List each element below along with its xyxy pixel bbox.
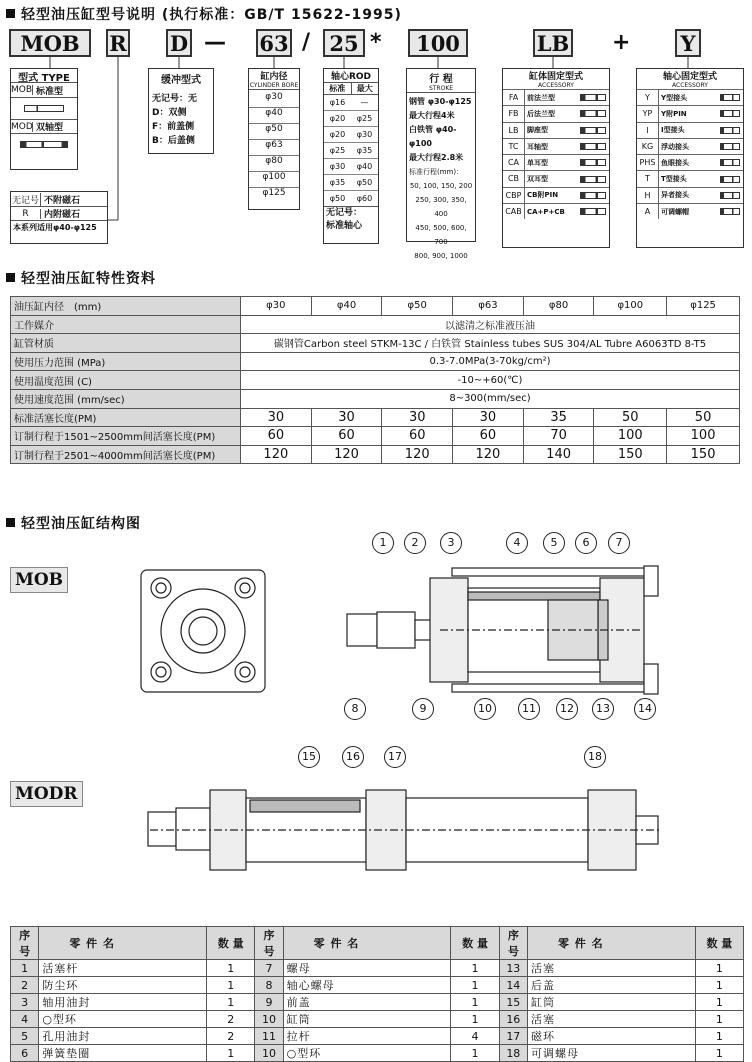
h-no: 序号 — [255, 927, 283, 960]
part-name: ○型环 — [39, 1011, 207, 1028]
body-acc-key: LB — [503, 123, 525, 138]
cushion-item: F：前盖侧 — [152, 122, 195, 132]
spec-label: 使用温度范围 (C) — [11, 371, 241, 390]
bore-value: φ125 — [262, 188, 286, 198]
stroke-title: 行 程 — [409, 70, 473, 85]
rod-acc-key: KG — [637, 139, 659, 154]
callout: 4 — [506, 532, 528, 554]
spec-bore: φ80 — [523, 297, 594, 316]
part-name: 活塞 — [527, 1011, 695, 1028]
part-no: 14 — [499, 977, 527, 994]
rod-h-max: 最大 — [356, 84, 373, 93]
part-no: 16 — [499, 1011, 527, 1028]
modr-structure-drawing — [0, 770, 752, 900]
bore-value: φ63 — [249, 140, 299, 156]
cushion-item: D：双侧 — [152, 108, 187, 118]
spec-bore: φ40 — [311, 297, 382, 316]
part-no: 18 — [499, 1045, 527, 1062]
part-name: 活塞 — [527, 960, 695, 977]
body-acc-key: CAB — [503, 204, 525, 219]
rod-acc-key: H — [637, 188, 659, 203]
part-qty: 1 — [451, 977, 499, 994]
rod-acc-key: T — [637, 171, 659, 186]
rod-acc-value: 浮动接头 — [661, 142, 689, 151]
part-name: 弹簧垫圈 — [39, 1045, 207, 1062]
part-no: 1 — [11, 960, 39, 977]
rod-std: φ30 — [329, 162, 346, 171]
spec-num: 30 — [453, 408, 524, 427]
joint-icon — [720, 143, 740, 150]
part-qty: 1 — [451, 1045, 499, 1062]
body-acc-key: CB — [503, 171, 525, 186]
spec-num: 50 — [667, 408, 740, 427]
spec-row-pm — [11, 445, 740, 464]
body-acc-key: TC — [503, 139, 525, 154]
part-qty: 1 — [695, 977, 743, 994]
spec-label: 工作媒介 — [11, 315, 241, 334]
cushion-title: 缓冲型式 — [152, 71, 210, 86]
rod-std: φ20 — [329, 114, 346, 123]
spec-row — [11, 352, 740, 371]
callout: 8 — [344, 698, 366, 720]
spec-label: 标准活塞长度(PM) — [11, 408, 241, 427]
joint-icon — [720, 159, 740, 166]
bore-value: φ30 — [249, 92, 299, 108]
callout: 18 — [584, 746, 606, 768]
callout: 1 — [372, 532, 394, 554]
rod-max: φ25 — [356, 114, 373, 123]
part-no: 7 — [255, 960, 283, 977]
rod-max: φ50 — [356, 178, 373, 187]
part-name: 可调螺母 — [527, 1045, 695, 1062]
magnet-key: R — [11, 209, 41, 219]
magnet-key: 无记号 — [11, 193, 41, 206]
mount-icon — [580, 110, 606, 117]
callout: 11 — [518, 698, 540, 720]
rod-acc-title: 轴心固定型式 — [637, 69, 743, 82]
part-qty: 1 — [695, 1011, 743, 1028]
rod-std: φ35 — [329, 178, 346, 187]
cushion-item: B：后盖侧 — [152, 136, 195, 146]
mount-icon — [580, 192, 606, 199]
h-name: 零 件 名 — [39, 927, 207, 960]
body-acc-value: 单耳型 — [527, 158, 548, 167]
table-row — [11, 977, 744, 994]
spec-num: 60 — [453, 427, 524, 446]
spec-num: 35 — [523, 408, 594, 427]
spec-value: -10~+60(℃) — [241, 371, 740, 390]
part-no: 3 — [11, 994, 39, 1011]
spec-num: 30 — [311, 408, 382, 427]
part-name: 缸筒 — [283, 1011, 451, 1028]
callout: 6 — [575, 532, 597, 554]
bore-box — [248, 68, 300, 210]
part-qty: 4 — [451, 1028, 499, 1045]
part-name: 磁环 — [527, 1028, 695, 1045]
body-acc-title: 缸体固定型式 — [503, 69, 609, 82]
body-acc-key: CBP — [503, 188, 525, 203]
spec-label: 使用压力范围 (MPa) — [11, 352, 241, 371]
spec-row-pm — [11, 427, 740, 446]
callout: 12 — [556, 698, 578, 720]
rod-std: φ50 — [329, 194, 346, 203]
rod-max: φ35 — [356, 146, 373, 155]
part-qty: 1 — [695, 1045, 743, 1062]
rod-box — [323, 68, 379, 244]
callout: 2 — [404, 532, 426, 554]
bore-title: 缸内径 — [249, 69, 299, 82]
rod-std: φ16 — [329, 98, 346, 107]
code-rod-acc: Y — [675, 29, 701, 57]
part-no: 6 — [11, 1045, 39, 1062]
type-key: MOB — [11, 85, 33, 95]
rod-max: φ30 — [356, 130, 373, 139]
type-box-title: 型式 TYPE — [11, 69, 77, 83]
type-box — [10, 68, 78, 170]
rod-acc-value: 异者接头 — [661, 191, 689, 200]
stroke-line: 白铁管 φ40-φ100 — [409, 125, 457, 148]
part-qty: 1 — [695, 994, 743, 1011]
parts-header — [11, 927, 744, 960]
mod-symbol-icon — [11, 133, 77, 155]
rod-max: φ40 — [356, 162, 373, 171]
rod-max: — — [360, 98, 369, 107]
joint-icon — [720, 127, 740, 134]
part-qty: 1 — [207, 960, 255, 977]
spec-label: 缸管材质 — [11, 334, 241, 353]
type-key: MOD — [11, 121, 33, 132]
section-title-model: 轻型油压缸型号说明 (执行标准：GB/T 15622-1995) — [6, 4, 402, 24]
h-qty: 数 量 — [451, 927, 499, 960]
part-name: ○型环 — [283, 1045, 451, 1062]
spec-label: 订制行程于2501~4000mm间活塞长度(PM) — [11, 445, 241, 464]
part-no: 8 — [255, 977, 283, 994]
table-row — [11, 1011, 744, 1028]
part-name: 螺母 — [283, 960, 451, 977]
code-slash: / — [302, 30, 311, 55]
code-stroke: 100 — [408, 29, 468, 57]
joint-icon — [720, 176, 740, 183]
part-no: 9 — [255, 994, 283, 1011]
body-acc-key: FB — [503, 106, 525, 121]
spec-num: 50 — [594, 408, 667, 427]
mount-icon — [580, 143, 606, 150]
rod-acc-value: 鱼眼接头 — [661, 158, 689, 167]
spec-num: 120 — [382, 445, 453, 464]
stroke-line: 450, 500, 600, 700 — [415, 224, 467, 246]
stroke-line: 50, 100, 150, 200 — [409, 182, 473, 190]
part-no: 10 — [255, 1011, 283, 1028]
rod-title: 轴心ROD — [324, 69, 378, 83]
spec-row-bore — [11, 297, 740, 316]
spec-bore: φ30 — [241, 297, 312, 316]
body-acc-key: FA — [503, 90, 525, 105]
code-body-acc: LB — [533, 29, 573, 57]
joint-icon — [720, 192, 740, 199]
cushion-item: 无记号：无 — [152, 94, 198, 104]
spec-value: 0.3-7.0MPa(3-70kg/cm²) — [241, 352, 740, 371]
table-row — [11, 1028, 744, 1045]
spec-bore: φ100 — [594, 297, 667, 316]
stroke-line: 最大行程4米 — [409, 111, 455, 120]
rod-acc-key: Y — [637, 90, 659, 105]
spec-row — [11, 371, 740, 390]
h-name: 零 件 名 — [527, 927, 695, 960]
code-dash: — — [204, 30, 226, 55]
part-name: 防尘环 — [39, 977, 207, 994]
spec-num: 60 — [382, 427, 453, 446]
spec-bore: φ50 — [382, 297, 453, 316]
spec-num: 120 — [311, 445, 382, 464]
part-name: 缸筒 — [527, 994, 695, 1011]
rod-acc-key: I — [637, 123, 659, 138]
part-name: 轴用油封 — [39, 994, 207, 1011]
joint-icon — [720, 208, 740, 215]
callout: 10 — [474, 698, 496, 720]
part-qty: 1 — [207, 1045, 255, 1062]
part-no: 17 — [499, 1028, 527, 1045]
part-no: 10 — [255, 1045, 283, 1062]
mount-icon — [580, 94, 606, 101]
mount-icon — [580, 127, 606, 134]
body-acc-sub: ACCESSORY — [538, 82, 574, 89]
callout: 15 — [298, 746, 320, 768]
magnet-box — [10, 191, 108, 244]
parts-table — [10, 926, 744, 1062]
stroke-line: 钢管 φ30-φ125 — [409, 97, 472, 106]
diagram-label-modr: MODR — [10, 781, 83, 807]
section-title-structure: 轻型油压缸结构图 — [6, 513, 141, 533]
body-acc-value: 耳轴型 — [527, 142, 548, 151]
stroke-line: 标准行程(mm)： — [409, 168, 464, 176]
section-title-spec: 轻型油压缸特性资料 — [6, 268, 156, 288]
stroke-line: 800, 900, 1000 — [414, 252, 468, 260]
body-acc-value: 前法兰型 — [527, 93, 555, 102]
stroke-sub: STROKE — [407, 85, 475, 93]
h-qty: 数 量 — [695, 927, 743, 960]
type-value: 双轴型 — [36, 123, 64, 133]
part-no: 11 — [255, 1028, 283, 1045]
h-no: 序号 — [499, 927, 527, 960]
mob-symbol-icon — [11, 97, 77, 119]
magnet-value: 内附磁石 — [44, 210, 81, 220]
spec-label: 油压缸内径 (mm) — [11, 297, 241, 316]
callout: 5 — [543, 532, 565, 554]
part-no: 2 — [11, 977, 39, 994]
mount-icon — [580, 176, 606, 183]
table-row — [11, 994, 744, 1011]
spec-num: 70 — [523, 427, 594, 446]
spec-value: 碳钢管Carbon steel STKM-13C / 白铁管 Stainless tubes SUS 304/AL Tubre A6063TD 8-T5 — [241, 334, 740, 353]
part-no: 15 — [499, 994, 527, 1011]
rod-max: φ60 — [356, 194, 373, 203]
spec-row — [11, 334, 740, 353]
part-qty: 1 — [451, 994, 499, 1011]
joint-icon — [720, 110, 740, 117]
body-acc-value: 后法兰型 — [527, 109, 555, 118]
spec-num: 140 — [523, 445, 594, 464]
part-name: 活塞杆 — [39, 960, 207, 977]
part-qty: 1 — [207, 994, 255, 1011]
spec-num: 60 — [241, 427, 312, 446]
h-name: 零 件 名 — [283, 927, 451, 960]
spec-row — [11, 389, 740, 408]
spec-num: 100 — [594, 427, 667, 446]
code-r: R — [106, 29, 130, 57]
code-d: D — [166, 29, 192, 57]
rod-acc-value: Y型接头 — [661, 93, 688, 102]
stroke-line: 最大行程2.8米 — [409, 153, 464, 162]
code-bore: 63 — [256, 29, 292, 57]
spec-num: 150 — [594, 445, 667, 464]
bore-value: φ40 — [249, 108, 299, 124]
part-no: 4 — [11, 1011, 39, 1028]
spec-num: 30 — [241, 408, 312, 427]
table-row — [11, 960, 744, 977]
part-qty: 1 — [451, 960, 499, 977]
spec-row-pm — [11, 408, 740, 427]
spec-num: 30 — [382, 408, 453, 427]
spec-table — [10, 296, 740, 464]
bore-value: φ100 — [249, 172, 299, 188]
part-name: 前盖 — [283, 994, 451, 1011]
spec-num: 100 — [667, 427, 740, 446]
part-qty: 2 — [207, 1011, 255, 1028]
body-acc-box — [502, 68, 610, 248]
spec-num: 60 — [311, 427, 382, 446]
spec-value: 以滤清之标准液压油 — [241, 315, 740, 334]
part-qty: 1 — [695, 1028, 743, 1045]
cushion-box — [148, 68, 214, 154]
part-no: 13 — [499, 960, 527, 977]
rod-acc-box — [636, 68, 744, 248]
body-acc-value: CA+P+CB — [527, 207, 565, 216]
spec-bore: φ63 — [453, 297, 524, 316]
magnet-value: 不附磁石 — [44, 195, 81, 206]
table-row — [11, 1045, 744, 1062]
part-qty: 1 — [207, 977, 255, 994]
bore-value: φ50 — [249, 124, 299, 140]
rod-acc-sub: ACCESSORY — [672, 82, 708, 89]
rod-acc-value: I型接头 — [661, 126, 685, 135]
joint-icon — [720, 94, 740, 101]
spec-value: 8~300(mm/sec) — [241, 389, 740, 408]
code-plus: + — [612, 30, 631, 55]
rod-h-standard: 标准 — [324, 83, 352, 94]
h-qty: 数 量 — [207, 927, 255, 960]
spec-label: 使用速度范围 (mm/sec) — [11, 389, 241, 408]
rod-note2: 标准轴心 — [326, 221, 363, 231]
rod-acc-key: A — [637, 204, 659, 219]
rod-acc-key: YP — [637, 106, 659, 121]
bore-sub: CYLINDER BORE — [249, 82, 299, 89]
spec-bore: φ125 — [667, 297, 740, 316]
h-no: 序号 — [11, 927, 39, 960]
callout: 3 — [440, 532, 462, 554]
part-name: 后盖 — [527, 977, 695, 994]
part-qty: 2 — [207, 1028, 255, 1045]
part-name: 孔用油封 — [39, 1028, 207, 1045]
diagram-label-mob: MOB — [10, 567, 68, 593]
callout: 17 — [384, 746, 406, 768]
part-qty: 1 — [695, 960, 743, 977]
spec-num: 120 — [241, 445, 312, 464]
part-name: 轴心螺母 — [283, 977, 451, 994]
mount-icon — [580, 208, 606, 215]
code-rod: 25 — [323, 29, 365, 57]
magnet-note: 本系列适用φ40-φ125 — [11, 220, 107, 234]
callout: 7 — [608, 532, 630, 554]
rod-acc-value: 可调螺帽 — [661, 207, 689, 216]
mount-icon — [580, 159, 606, 166]
body-acc-value: CB附PIN — [527, 191, 559, 200]
part-name: 拉杆 — [283, 1028, 451, 1045]
callout: 13 — [592, 698, 614, 720]
bore-value: φ80 — [249, 156, 299, 172]
part-qty: 1 — [451, 1011, 499, 1028]
stroke-box — [406, 68, 476, 260]
body-acc-value: 脚座型 — [527, 126, 548, 135]
callout: 16 — [342, 746, 364, 768]
callout: 9 — [412, 698, 434, 720]
part-no: 5 — [11, 1028, 39, 1045]
rod-std: φ25 — [329, 146, 346, 155]
code-mob: MOB — [9, 29, 91, 57]
rod-acc-value: Y附PIN — [661, 109, 687, 118]
spec-num: 120 — [453, 445, 524, 464]
spec-num: 150 — [667, 445, 740, 464]
code-star: * — [370, 30, 382, 55]
body-acc-value: 双耳型 — [527, 175, 548, 184]
rod-note1: 无记号： — [326, 208, 363, 218]
stroke-line: 250, 300, 350, 400 — [415, 196, 467, 218]
body-acc-key: CA — [503, 155, 525, 170]
callout: 14 — [634, 698, 656, 720]
type-value: 标准型 — [36, 86, 64, 97]
rod-acc-key: PHS — [637, 155, 659, 170]
spec-row — [11, 315, 740, 334]
spec-label: 订制行程于1501~2500mm间活塞长度(PM) — [11, 427, 241, 446]
rod-std: φ20 — [329, 130, 346, 139]
rod-acc-value: T型接头 — [661, 175, 687, 184]
